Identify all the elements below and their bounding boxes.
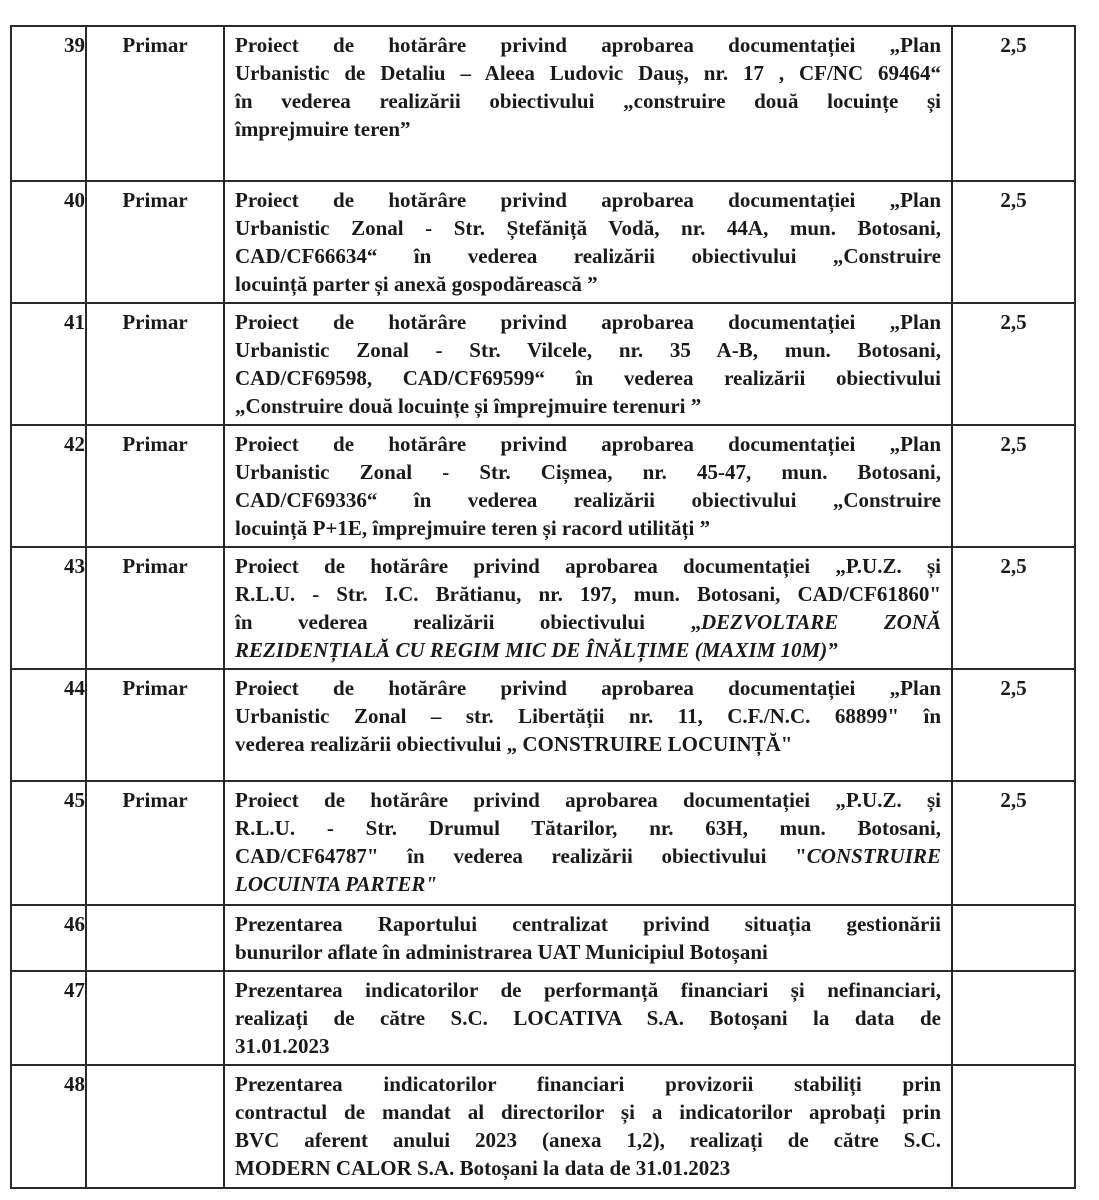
initiator: [86, 425, 224, 547]
description-line: Proiect de hotărâre privind aprobarea documentației „P.U.Z. și: [235, 788, 941, 812]
agenda-row: [11, 781, 1075, 905]
description-line: Proiect de hotărâre privind aprobarea documentației „Plan: [235, 310, 941, 334]
item-number-text: 40: [64, 188, 85, 212]
description-line: [235, 870, 941, 898]
agenda-row: [11, 181, 1075, 303]
item-number-text: 41: [64, 310, 85, 334]
italic-text: LOCUINTA PARTER": [235, 872, 438, 896]
item-description: [224, 547, 952, 669]
description-line: CAD/CF69336“ în vederea realizării obiectivului „Construire: [235, 488, 941, 512]
description-line: Proiect de hotărâre privind aprobarea documentației „P.U.Z. și: [235, 554, 941, 578]
item-description: [224, 1065, 952, 1188]
initiator-text: Primar: [122, 676, 188, 700]
item-number-text: 46: [64, 912, 85, 936]
allotted-time-text: 2,5: [1000, 554, 1027, 578]
agenda-row: [11, 26, 1075, 181]
initiator: [86, 669, 224, 781]
item-number: [11, 669, 86, 781]
initiator-text: Primar: [122, 188, 188, 212]
description-line: Proiect de hotărâre privind aprobarea documentației „Plan: [235, 432, 941, 456]
initiator-text: Primar: [122, 788, 188, 812]
description-line: „Construire două locuințe și împrejmuire terenuri ”: [235, 394, 702, 418]
item-number: [11, 303, 86, 425]
initiator: [86, 781, 224, 905]
item-number: [11, 1065, 86, 1188]
description-line: împrejmuire teren”: [235, 117, 411, 141]
item-number: [11, 547, 86, 669]
agenda-row: [11, 1065, 1075, 1188]
agenda-row: [11, 905, 1075, 971]
initiator-text: Primar: [122, 554, 188, 578]
item-description: [224, 781, 952, 905]
item-number: [11, 905, 86, 971]
description-line: în vederea realizării obiectivului „construire două locuințe și: [235, 89, 941, 113]
description-line: bunurilor aflate în administrarea UAT Municipiul Botoșani: [235, 940, 768, 964]
description-line: 31.01.2023: [235, 1034, 330, 1058]
initiator: [86, 905, 224, 971]
item-number: [11, 971, 86, 1065]
initiator-text: Primar: [122, 33, 188, 57]
description-line: Prezentarea indicatorilor de performanță financiari și nefinanciari,: [235, 978, 941, 1002]
description-line: BVC aferent anului 2023 (anexa 1,2), realizați de către S.C.: [235, 1128, 941, 1152]
item-number-text: 43: [64, 554, 85, 578]
item-number-text: 42: [64, 432, 85, 456]
item-number-text: 39: [64, 33, 85, 57]
description-line: realizați de către S.C. LOCATIVA S.A. Botoșani la data de: [235, 1006, 941, 1030]
item-number-text: 45: [64, 788, 85, 812]
description-line: Prezentarea Raportului centralizat privind situația gestionării: [235, 912, 941, 936]
item-number-text: 48: [64, 1072, 85, 1096]
allotted-time-text: 2,5: [1000, 432, 1027, 456]
item-description: [224, 971, 952, 1065]
allotted-time: [952, 547, 1075, 669]
item-number-text: 44: [64, 676, 85, 700]
initiator: [86, 547, 224, 669]
description-line: Prezentarea indicatorilor financiari provizorii stabiliți prin: [235, 1072, 941, 1096]
italic-text: CONSTRUIRE: [806, 844, 941, 868]
allotted-time: [952, 303, 1075, 425]
agenda-row: [11, 669, 1075, 781]
item-description: [224, 669, 952, 781]
description-line: locuință P+1E, împrejmuire teren și racord utilități ”: [235, 516, 711, 540]
item-description: [224, 425, 952, 547]
agenda-table: [10, 25, 1076, 1189]
item-description: [224, 26, 952, 181]
description-line: Proiect de hotărâre privind aprobarea documentației „Plan: [235, 676, 941, 700]
allotted-time-text: 2,5: [1000, 310, 1027, 334]
italic-text: DEZVOLTARE ZONĂ: [700, 610, 941, 634]
description-line: locuință parter și anexă gospodărească ”: [235, 272, 598, 296]
description-line: Proiect de hotărâre privind aprobarea documentației „Plan: [235, 33, 941, 57]
allotted-time: [952, 1065, 1075, 1188]
initiator: [86, 971, 224, 1065]
description-line: vederea realizării obiectivului „ CONSTRUIRE LOCUINȚĂ": [235, 732, 793, 756]
allotted-time: [952, 669, 1075, 781]
allotted-time-text: 2,5: [1000, 676, 1027, 700]
description-line: în vederea realizării obiectivului „DEZVOLTARE ZONĂ: [235, 610, 941, 634]
agenda-row: [11, 303, 1075, 425]
allotted-time: [952, 971, 1075, 1065]
agenda-row: [11, 547, 1075, 669]
description-line: contractul de mandat al directorilor și a indicatorilor aprobați prin: [235, 1100, 941, 1124]
description-line: Urbanistic de Detaliu – Aleea Ludovic Dauș, nr. 17 , CF/NC 69464“: [235, 61, 941, 85]
item-description: [224, 303, 952, 425]
allotted-time: [952, 905, 1075, 971]
initiator: [86, 26, 224, 181]
description-line: Urbanistic Zonal - Str. Vilcele, nr. 35 A-B, mun. Botosani,: [235, 338, 941, 362]
allotted-time: [952, 425, 1075, 547]
description-line: Urbanistic Zonal - Str. Ștefăniță Vodă, nr. 44A, mun. Botosani,: [235, 216, 941, 240]
initiator-text: Primar: [122, 310, 188, 334]
allotted-time: [952, 781, 1075, 905]
agenda-table-body: [11, 26, 1075, 1188]
item-description: [224, 181, 952, 303]
description-line: CAD/CF64787" în vederea realizării obiectivului "CONSTRUIRE: [235, 844, 941, 868]
description-line: Urbanistic Zonal - Str. Cișmea, nr. 45-47, mun. Botosani,: [235, 460, 941, 484]
allotted-time: [952, 181, 1075, 303]
description-line: Urbanistic Zonal – str. Libertății nr. 11, C.F./N.C. 68899" în: [235, 704, 941, 728]
description-line: R.L.U. - Str. Drumul Tătarilor, nr. 63H, mun. Botosani,: [235, 816, 941, 840]
item-number: [11, 181, 86, 303]
item-number: [11, 26, 86, 181]
allotted-time-text: 2,5: [1000, 33, 1027, 57]
item-number: [11, 425, 86, 547]
description-line: CAD/CF66634“ în vederea realizării obiectivului „Construire: [235, 244, 941, 268]
allotted-time: [952, 26, 1075, 181]
initiator: [86, 181, 224, 303]
italic-text: REZIDENȚIALĂ CU REGIM MIC DE ÎNĂLȚIME (MAXIM 10M)”: [235, 638, 838, 662]
description-line: CAD/CF69598, CAD/CF69599“ în vederea realizării obiectivului: [235, 366, 941, 390]
allotted-time-text: 2,5: [1000, 788, 1027, 812]
initiator: [86, 303, 224, 425]
agenda-row: [11, 971, 1075, 1065]
item-number-text: 47: [64, 978, 85, 1002]
description-line: MODERN CALOR S.A. Botoșani la data de 31.01.2023: [235, 1156, 731, 1180]
initiator: [86, 1065, 224, 1188]
item-number: [11, 781, 86, 905]
description-line: R.L.U. - Str. I.C. Brătianu, nr. 197, mun. Botosani, CAD/CF61860": [235, 582, 941, 606]
initiator-text: Primar: [122, 432, 188, 456]
item-description: [224, 905, 952, 971]
agenda-row: [11, 425, 1075, 547]
allotted-time-text: 2,5: [1000, 188, 1027, 212]
description-line: Proiect de hotărâre privind aprobarea documentației „Plan: [235, 188, 941, 212]
description-line: [235, 636, 941, 664]
